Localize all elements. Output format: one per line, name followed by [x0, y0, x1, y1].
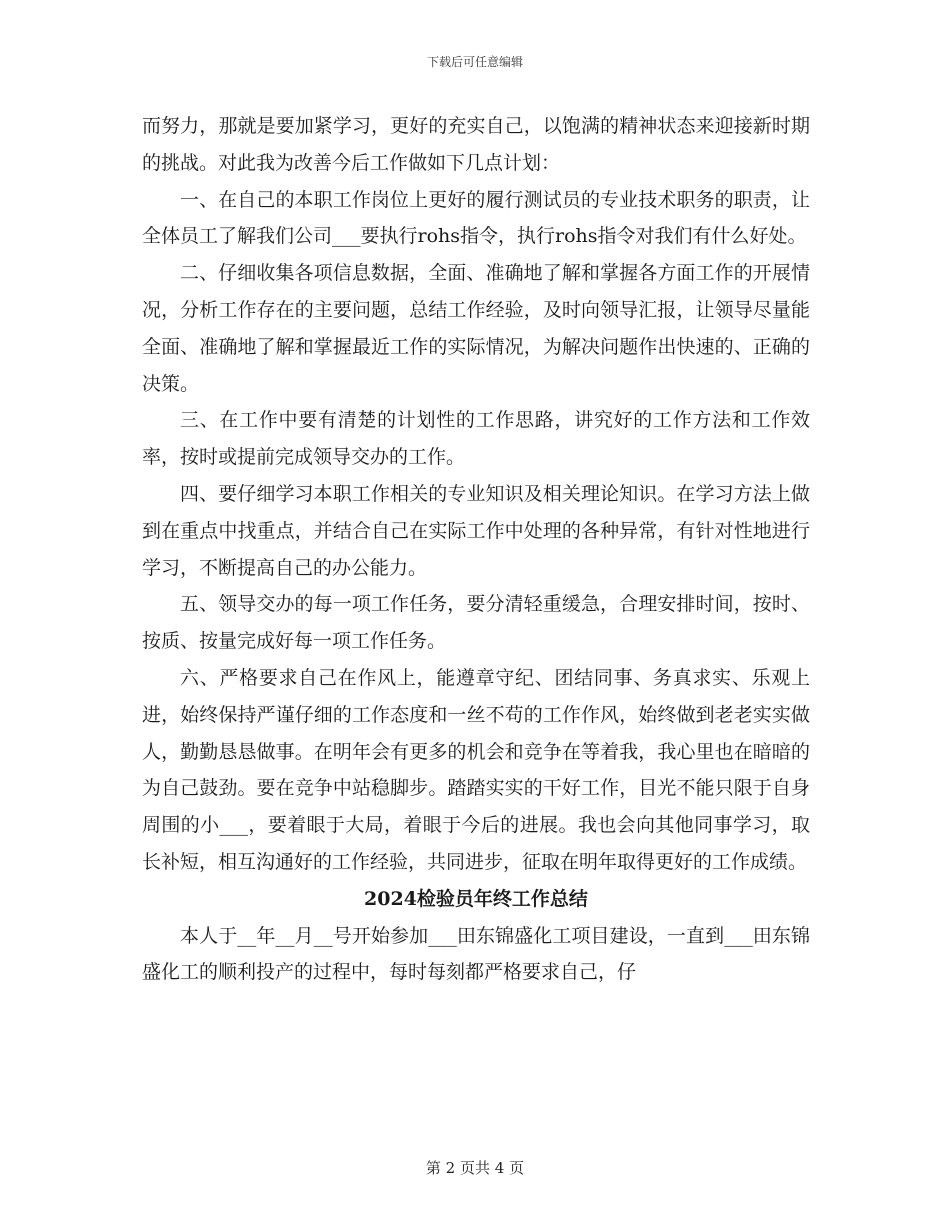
paragraph-plan-3: 三、在工作中要有清楚的计划性的工作思路，讲究好的工作方法和工作效率，按时或提前完成领导交办的工作。 — [142, 409, 810, 469]
paragraph-continuation: 而努力，那就是要加紧学习，更好的充实自己，以饱满的精神状态来迎接新时期的挑战。对此我为改善今后工作做如下几点计划： — [142, 115, 810, 174]
page-footer: 第 2 页共 4 页 — [425, 1159, 525, 1177]
document-body — [142, 108, 810, 991]
paragraph-plan-5: 五、领导交办的每一项工作任务，要分清轻重缓急，合理安排时间，按时、按质、按量完成好每一项工作任务。 — [142, 593, 810, 653]
paragraph-plan-4: 四、要仔细学习本职工作相关的专业知识及相关理论知识。在学习方法上做到在重点中找重点，并结合自己在实际工作中处理的各种异常，有针对性地进行学习，不断提高自己的办公能力。 — [142, 482, 810, 579]
paragraph-summary-start: 本人于__年__月__号开始参加___田东锦盛化工项目建设，一直到___田东锦盛化工的顺利投产的过程中，每时每刻都严格要求自己，仔 — [142, 924, 810, 984]
section-title: 2024检验员年终工作总结 — [364, 887, 588, 910]
paragraph-plan-2: 二、仔细收集各项信息数据，全面、准确地了解和掌握各方面工作的开展情况，分析工作存在的主要问题，总结工作经验，及时向领导汇报，让领导尽量能全面、准确地了解和掌握最近工作的实际情况，为解决问题作出快速的、正确的决策。 — [142, 262, 810, 395]
paragraph-plan-6: 六、严格要求自己在作风上，能遵章守纪、团结同事、务真求实、乐观上进，始终保持严谨仔细的工作态度和一丝不苟的工作作风，始终做到老老实实做人，勤勤恳恳做事。在明年会有更多的机会和竞争在等着我，我心里也在暗暗的为自己鼓劲。要在竞争中站稳脚步。踏踏实实的干好工作，目光不能只限于自身周围的小___，要着眼于大局，着眼于今后的进展。我也会向其他同事学习，取长补短，相互沟通好的工作经验，共同进步，征取在明年取得更好的工作成绩。 — [142, 666, 810, 873]
page-header: 下载后可任意编辑 — [426, 55, 523, 69]
paragraph-plan-1: 一、在自己的本职工作岗位上更好的履行测试员的专业技术职务的职责，让全体员工了解我们公司___要执行rohs指令，执行rohs指令对我们有什么好处。 — [142, 188, 810, 248]
